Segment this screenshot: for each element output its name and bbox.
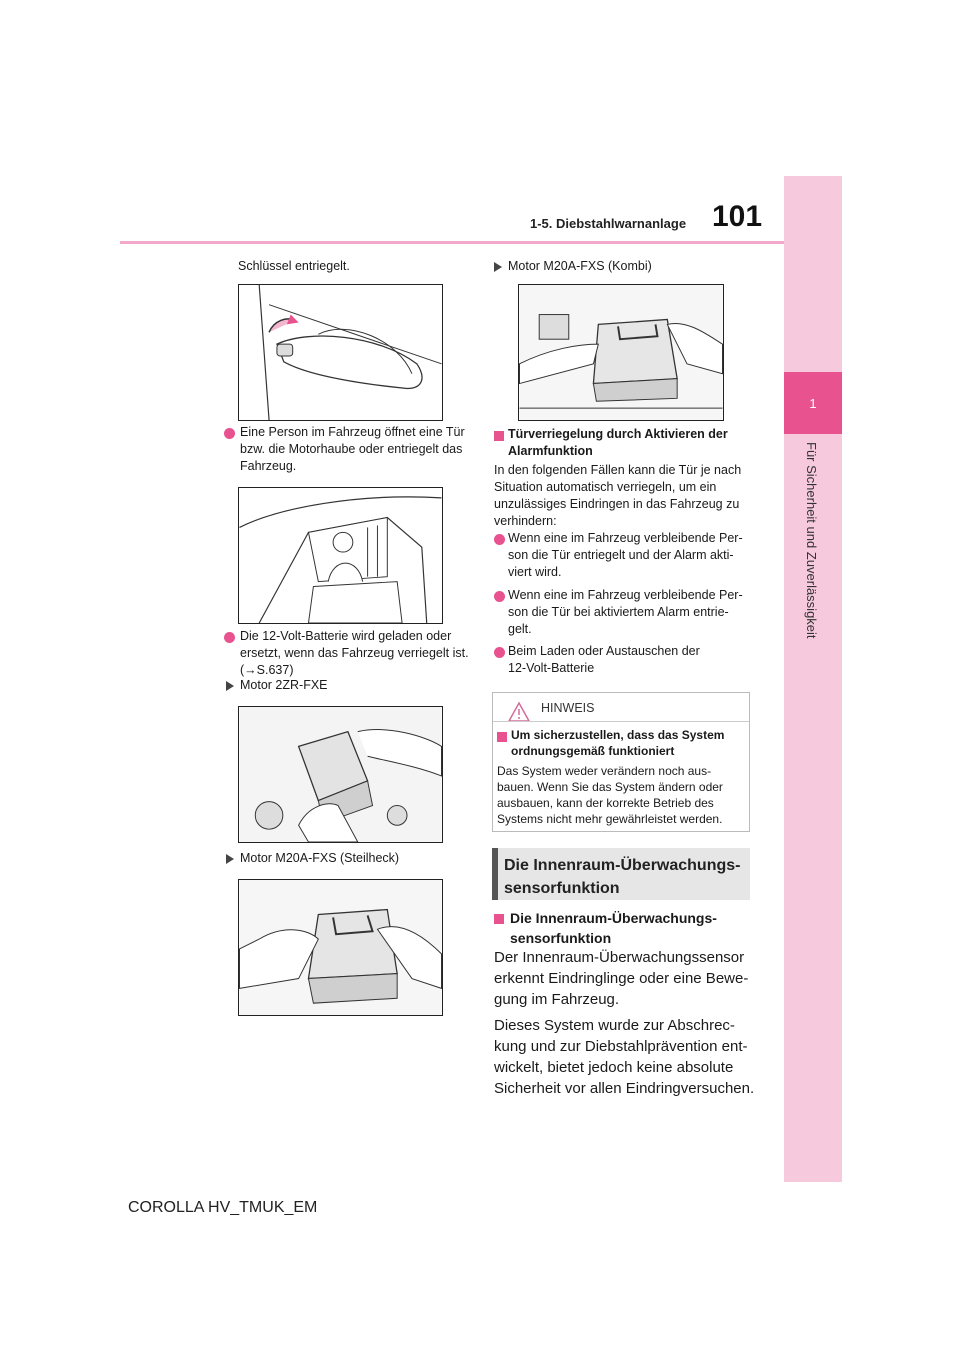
door-lock-bullet1	[508, 530, 743, 581]
square-bullet-icon	[494, 914, 504, 924]
engine1-label: Motor 2ZR-FXE	[240, 678, 328, 692]
notice-heading-line2: ordnungsgemäß funktioniert	[511, 744, 675, 758]
para2-line4: Sicherheit vor allen Eindringversuchen.	[494, 1080, 755, 1097]
page-number: 101	[712, 200, 763, 233]
bullet-icon	[494, 534, 505, 545]
bullet1-line1: Eine Person im Fahrzeug öffnet eine Tür	[240, 425, 465, 439]
notice-body-line1: Das System weder verändern noch aus-	[497, 764, 712, 778]
notice-title: HINWEIS	[541, 701, 595, 715]
battery-2zr-illustration	[238, 706, 443, 843]
notice-divider	[493, 721, 749, 722]
battery-m20a-hatch-drawing	[239, 880, 442, 1015]
bullet-icon	[494, 591, 505, 602]
door-lock-body-line2: Situation automatisch verriegeln, um ein	[494, 480, 717, 494]
person-door-illustration	[238, 487, 443, 624]
door-lock-body-line1: In den folgenden Fällen kann die Tür je nach	[494, 463, 742, 477]
battery-m20a-kombi-drawing	[519, 285, 723, 420]
subsection-heading-line1: Die Innenraum-Überwachungs-	[510, 910, 717, 926]
door-lock-bullet3	[508, 643, 700, 677]
engine3-label: Motor M20A-FXS (Kombi)	[508, 259, 652, 273]
bullet2-text	[240, 628, 469, 679]
chapter-number: 1	[784, 372, 842, 434]
intro-line: Schlüssel entriegelt.	[238, 259, 350, 273]
para1-line2: erkennt Eindringlinge oder eine Bewe-	[494, 970, 749, 987]
bullet-icon	[494, 647, 505, 658]
door-lock-heading-line1: Türverriegelung durch Aktivieren der	[508, 427, 728, 441]
section-heading	[504, 854, 740, 900]
door-lock-bullet2-line1: Wenn eine im Fahrzeug verbleibende Per-	[508, 588, 743, 602]
section-heading-box	[492, 848, 750, 900]
notice-body-line3: ausbauen, kann der korrekte Betrieb des	[497, 796, 714, 810]
door-lock-bullet1-line1: Wenn eine im Fahrzeug verbleibende Per-	[508, 531, 743, 545]
person-door-drawing	[239, 488, 442, 623]
arrow-icon	[226, 854, 234, 864]
door-lock-bullet2-line3: gelt.	[508, 622, 532, 636]
notice-heading	[511, 727, 724, 759]
door-lock-bullet3-line2: 12-Volt-Batterie	[508, 661, 595, 675]
arrow-icon	[226, 681, 234, 691]
bullet-icon	[224, 428, 235, 439]
square-bullet-icon	[497, 732, 507, 742]
door-lock-bullet2	[508, 587, 743, 638]
warning-triangle-icon	[507, 701, 531, 723]
notice-body	[497, 763, 723, 827]
subsection-heading-line2: sensorfunktion	[510, 930, 612, 946]
bullet2-line1: Die 12-Volt-Batterie wird geladen oder	[240, 629, 452, 643]
door-lock-bullet3-line1: Beim Laden oder Austauschen der	[508, 644, 700, 658]
arrow-icon	[494, 262, 502, 272]
section-heading-line1: Die Innenraum-Überwachungs-	[504, 857, 741, 874]
door-lock-body-line4: verhindern:	[494, 514, 557, 528]
bullet1-line2: bzw. die Motorhaube oder entriegelt das	[240, 442, 463, 456]
footer-model-code: COROLLA HV_TMUK_EM	[128, 1199, 318, 1216]
subsection-para1	[494, 947, 748, 1010]
battery-2zr-drawing	[239, 707, 442, 842]
chapter-title	[784, 442, 842, 732]
door-handle-illustration	[238, 284, 443, 421]
door-lock-body	[494, 462, 741, 530]
bullet1-line3: Fahrzeug.	[240, 459, 297, 473]
notice-heading-line1: Um sicherzustellen, dass das System	[511, 728, 725, 742]
para2-line3: wickelt, bietet jedoch keine absolute	[494, 1059, 734, 1076]
para1-line1: Der Innenraum-Überwachungssensor	[494, 949, 745, 966]
door-lock-bullet1-line3: viert wird.	[508, 565, 562, 579]
battery-m20a-hatch-illustration	[238, 879, 443, 1016]
para2-line1: Dieses System wurde zur Abschrec-	[494, 1017, 735, 1034]
door-handle-drawing	[239, 285, 442, 420]
door-lock-heading-line2: Alarmfunktion	[508, 444, 593, 458]
notice-box	[492, 692, 750, 832]
door-lock-body-line3: unzulässiges Eindringen in das Fahrzeug zu	[494, 497, 740, 511]
door-lock-heading	[508, 426, 728, 460]
chapter-title-text: Für Sicherheit und Zuverlässigkeit	[804, 442, 819, 639]
subsection-para2	[494, 1015, 754, 1099]
section-title: 1-5. Diebstahlwarnanlage	[530, 216, 687, 231]
battery-m20a-kombi-illustration	[518, 284, 724, 421]
bullet2-line2: ersetzt, wenn das Fahrzeug verriegelt ist.	[240, 646, 469, 660]
header-rule	[120, 241, 784, 244]
engine2-label: Motor M20A-FXS (Steilheck)	[240, 851, 400, 865]
para1-line3: gung im Fahrzeug.	[494, 991, 620, 1008]
para2-line2: kung und zur Diebstahlprävention ent-	[494, 1038, 748, 1055]
door-lock-bullet1-line2: son die Tür entriegelt und der Alarm akti-	[508, 548, 734, 562]
bullet2-line3: (→S.637)	[240, 663, 294, 677]
door-lock-bullet2-line2: son die Tür bei aktiviertem Alarm entrie-	[508, 605, 729, 619]
bullet-icon	[224, 632, 235, 643]
notice-body-line2: bauen. Wenn Sie das System ändern oder	[497, 780, 723, 794]
section-heading-line2: sensorfunktion	[504, 880, 620, 897]
bullet1-text	[240, 424, 465, 475]
square-bullet-icon	[494, 431, 504, 441]
subsection-heading	[510, 908, 717, 948]
notice-body-line4: Systems nicht mehr gewährleistet werden.	[497, 812, 723, 826]
